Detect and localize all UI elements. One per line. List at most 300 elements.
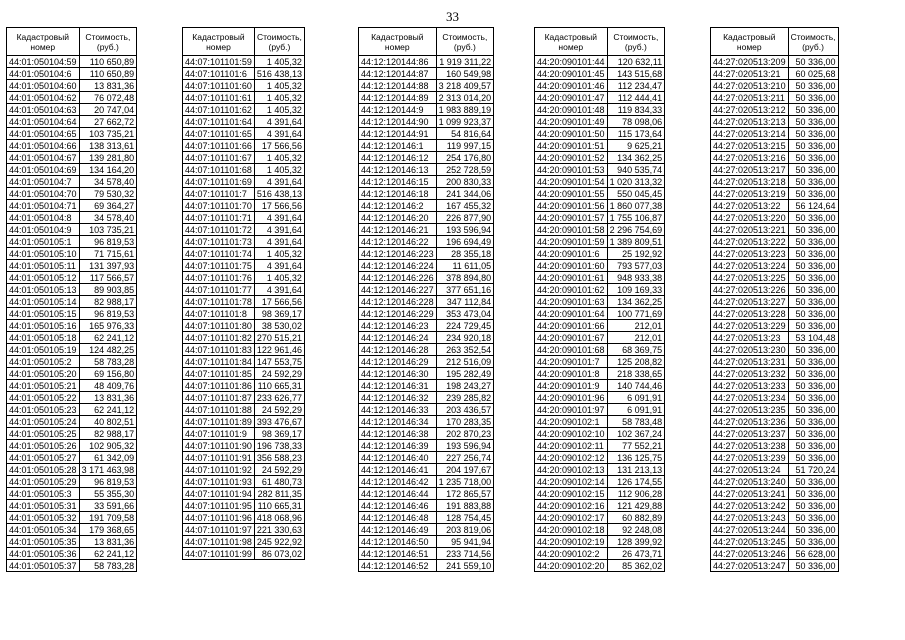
cadastral-number-cell: 44:01:050105:22 bbox=[7, 392, 80, 404]
value-cell: 62 241,12 bbox=[79, 332, 137, 344]
table-row bbox=[7, 188, 137, 200]
cadastral-number-cell: 44:07:101101:90 bbox=[183, 440, 255, 452]
cadastral-number-cell: 44:07:101101:64 bbox=[183, 116, 255, 128]
table-row bbox=[359, 428, 494, 440]
cadastral-number-cell: 44:12:120146:1 bbox=[359, 140, 437, 152]
cadastral-number-cell: 44:20:090101:48 bbox=[535, 104, 608, 116]
cadastral-number-cell: 44:20:090101:47 bbox=[535, 92, 608, 104]
cadastral-number-cell: 44:27:020513:239 bbox=[711, 452, 789, 464]
cadastral-number-cell: 44:12:120146:23 bbox=[359, 320, 437, 332]
cadastral-number-cell: 44:20:090101:55 bbox=[535, 188, 608, 200]
value-cell: 58 783,48 bbox=[607, 416, 665, 428]
value-cell: 50 336,00 bbox=[788, 272, 838, 284]
cadastral-value-table bbox=[710, 27, 839, 572]
table-row bbox=[7, 284, 137, 296]
value-cell: 1 755 106,87 bbox=[607, 212, 665, 224]
cadastral-number-cell: 44:27:020513:230 bbox=[711, 344, 789, 356]
value-cell: 34 578,40 bbox=[79, 212, 137, 224]
table-row bbox=[183, 476, 305, 488]
table-row bbox=[183, 56, 305, 68]
table-row bbox=[183, 164, 305, 176]
table-row bbox=[359, 140, 494, 152]
cadastral-number-cell: 44:12:120146:41 bbox=[359, 464, 437, 476]
table-row bbox=[711, 416, 839, 428]
value-cell: 58 783,28 bbox=[79, 356, 137, 368]
value-cell: 62 241,12 bbox=[79, 404, 137, 416]
cadastral-number-cell: 44:20:090101:9 bbox=[535, 380, 608, 392]
cadastral-number-cell: 44:07:101101:85 bbox=[183, 368, 255, 380]
cadastral-number-cell: 44:07:101101:65 bbox=[183, 128, 255, 140]
table-row bbox=[535, 320, 665, 332]
value-cell: 50 336,00 bbox=[788, 56, 838, 68]
cadastral-number-cell: 44:01:050104:69 bbox=[7, 164, 80, 176]
cadastral-number-cell: 44:27:020513:234 bbox=[711, 392, 789, 404]
table-row bbox=[183, 128, 305, 140]
cadastral-number-cell: 44:01:050105:15 bbox=[7, 308, 80, 320]
cadastral-number-cell: 44:20:090101:97 bbox=[535, 404, 608, 416]
value-cell: 96 819,53 bbox=[79, 308, 137, 320]
value-cell: 282 811,35 bbox=[254, 488, 304, 500]
cadastral-number-cell: 44:20:090101:96 bbox=[535, 392, 608, 404]
table-row bbox=[711, 524, 839, 536]
value-cell: 125 208,82 bbox=[607, 356, 665, 368]
table-header-row bbox=[7, 28, 137, 56]
cadastral-number-cell: 44:01:050105:12 bbox=[7, 272, 80, 284]
table-row bbox=[359, 560, 494, 572]
cadastral-number-cell: 44:07:101101:67 bbox=[183, 152, 255, 164]
cadastral-number-cell: 44:12:120146:18 bbox=[359, 188, 437, 200]
value-cell: 1 919 311,22 bbox=[436, 56, 494, 68]
table-row bbox=[7, 164, 137, 176]
cadastral-number-cell: 44:01:050105:28 bbox=[7, 464, 80, 476]
value-cell: 134 362,25 bbox=[607, 296, 665, 308]
table-row bbox=[535, 380, 665, 392]
table-row bbox=[7, 512, 137, 524]
cadastral-number-cell: 44:12:120146:33 bbox=[359, 404, 437, 416]
table-row bbox=[183, 116, 305, 128]
value-cell: 13 831,36 bbox=[79, 536, 137, 548]
table-row bbox=[7, 104, 137, 116]
value-cell: 227 256,74 bbox=[436, 452, 494, 464]
value-cell: 50 336,00 bbox=[788, 236, 838, 248]
cadastral-number-cell: 44:27:020513:223 bbox=[711, 248, 789, 260]
value-cell: 3 171 463,98 bbox=[79, 464, 137, 476]
value-cell: 50 336,00 bbox=[788, 428, 838, 440]
cadastral-number-cell: 44:01:050105:2 bbox=[7, 356, 80, 368]
cadastral-number-cell: 44:07:101101:66 bbox=[183, 140, 255, 152]
value-cell: 241 559,10 bbox=[436, 560, 494, 572]
value-cell: 252 728,59 bbox=[436, 164, 494, 176]
cadastral-number-cell: 44:20:090101:57 bbox=[535, 212, 608, 224]
table-row bbox=[359, 536, 494, 548]
table-row bbox=[711, 68, 839, 80]
cadastral-number-cell: 44:20:090101:49 bbox=[535, 116, 608, 128]
cadastral-number-cell: 44:12:120144:91 bbox=[359, 128, 437, 140]
value-cell: 1 405,32 bbox=[254, 104, 304, 116]
cadastral-number-cell: 44:07:101101:92 bbox=[183, 464, 255, 476]
table-row bbox=[359, 284, 494, 296]
table-row bbox=[359, 416, 494, 428]
value-cell: 24 592,29 bbox=[254, 404, 304, 416]
cadastral-number-cell: 44:07:101101:84 bbox=[183, 356, 255, 368]
value-cell: 50 336,00 bbox=[788, 488, 838, 500]
table-row bbox=[183, 272, 305, 284]
column-header-value: Стоимость, (руб.) bbox=[79, 28, 137, 56]
value-cell: 6 091,91 bbox=[607, 404, 665, 416]
cadastral-number-cell: 44:27:020513:211 bbox=[711, 92, 789, 104]
table-header-row bbox=[711, 28, 839, 56]
table-row bbox=[711, 164, 839, 176]
column-header-value: Стоимость, (руб.) bbox=[436, 28, 494, 56]
value-cell: 50 336,00 bbox=[788, 104, 838, 116]
table-row bbox=[183, 236, 305, 248]
value-cell: 9 625,21 bbox=[607, 140, 665, 152]
cadastral-number-cell: 44:20:090102:17 bbox=[535, 512, 608, 524]
cadastral-number-cell: 44:07:101101:62 bbox=[183, 104, 255, 116]
value-cell: 948 933,38 bbox=[607, 272, 665, 284]
table-row bbox=[7, 560, 137, 572]
cadastral-number-cell: 44:12:120146:30 bbox=[359, 368, 437, 380]
value-cell: 79 530,32 bbox=[79, 188, 137, 200]
cadastral-number-cell: 44:27:020513:217 bbox=[711, 164, 789, 176]
value-cell: 117 566,57 bbox=[79, 272, 137, 284]
value-cell: 50 336,00 bbox=[788, 140, 838, 152]
table-row bbox=[7, 416, 137, 428]
value-cell: 13 831,36 bbox=[79, 392, 137, 404]
value-cell: 4 391,64 bbox=[254, 176, 304, 188]
cadastral-number-cell: 44:01:050105:18 bbox=[7, 332, 80, 344]
cadastral-number-cell: 44:07:101101:82 bbox=[183, 332, 255, 344]
value-cell: 55 355,30 bbox=[79, 488, 137, 500]
cadastral-number-cell: 44:12:120146:38 bbox=[359, 428, 437, 440]
cadastral-number-cell: 44:12:120146:52 bbox=[359, 560, 437, 572]
table-row bbox=[535, 440, 665, 452]
value-cell: 50 336,00 bbox=[788, 80, 838, 92]
value-cell: 54 816,64 bbox=[436, 128, 494, 140]
value-cell: 212 516,09 bbox=[436, 356, 494, 368]
table-row bbox=[535, 416, 665, 428]
cadastral-number-cell: 44:20:090101:44 bbox=[535, 56, 608, 68]
value-cell: 100 771,69 bbox=[607, 308, 665, 320]
table-row bbox=[183, 392, 305, 404]
table-row bbox=[711, 452, 839, 464]
table-row bbox=[535, 212, 665, 224]
value-cell: 50 336,00 bbox=[788, 416, 838, 428]
value-cell: 233 626,77 bbox=[254, 392, 304, 404]
table-row bbox=[359, 500, 494, 512]
table-row bbox=[711, 380, 839, 392]
cadastral-number-cell: 44:07:101101:80 bbox=[183, 320, 255, 332]
table-row bbox=[7, 224, 137, 236]
table-row bbox=[711, 512, 839, 524]
value-cell: 1 983 889,19 bbox=[436, 104, 494, 116]
table-row bbox=[359, 308, 494, 320]
cadastral-number-cell: 44:12:120144:87 bbox=[359, 68, 437, 80]
table-row bbox=[359, 332, 494, 344]
value-cell: 4 391,64 bbox=[254, 224, 304, 236]
value-cell: 4 391,64 bbox=[254, 116, 304, 128]
table-row bbox=[183, 404, 305, 416]
cadastral-number-cell: 44:07:101101:73 bbox=[183, 236, 255, 248]
value-cell: 98 369,17 bbox=[254, 308, 304, 320]
table-row bbox=[711, 320, 839, 332]
cadastral-number-cell: 44:12:120146:48 bbox=[359, 512, 437, 524]
value-cell: 196 738,33 bbox=[254, 440, 304, 452]
table-row bbox=[359, 248, 494, 260]
cadastral-number-cell: 44:12:120146:24 bbox=[359, 332, 437, 344]
value-cell: 50 336,00 bbox=[788, 260, 838, 272]
value-cell: 1 860 077,38 bbox=[607, 200, 665, 212]
cadastral-number-cell: 44:01:050105:26 bbox=[7, 440, 80, 452]
cadastral-number-cell: 44:07:101101:88 bbox=[183, 404, 255, 416]
cadastral-number-cell: 44:27:020513:233 bbox=[711, 380, 789, 392]
table-row bbox=[7, 428, 137, 440]
cadastral-number-cell: 44:01:050105:29 bbox=[7, 476, 80, 488]
value-cell: 109 169,33 bbox=[607, 284, 665, 296]
cadastral-number-cell: 44:20:090101:50 bbox=[535, 128, 608, 140]
value-cell: 50 336,00 bbox=[788, 92, 838, 104]
value-cell: 58 783,28 bbox=[79, 560, 137, 572]
table-row bbox=[7, 332, 137, 344]
cadastral-number-cell: 44:12:120146:229 bbox=[359, 308, 437, 320]
value-cell: 50 336,00 bbox=[788, 344, 838, 356]
table-row bbox=[359, 200, 494, 212]
value-cell: 115 173,64 bbox=[607, 128, 665, 140]
table-row bbox=[7, 152, 137, 164]
table-row bbox=[359, 344, 494, 356]
value-cell: 1 389 809,51 bbox=[607, 236, 665, 248]
table-row bbox=[711, 80, 839, 92]
cadastral-number-cell: 44:01:050104:64 bbox=[7, 116, 80, 128]
value-cell: 56 124,64 bbox=[788, 200, 838, 212]
table-row bbox=[359, 512, 494, 524]
table-row bbox=[535, 176, 665, 188]
cadastral-number-cell: 44:01:050105:3 bbox=[7, 488, 80, 500]
value-cell: 1 020 313,32 bbox=[607, 176, 665, 188]
value-cell: 1 405,32 bbox=[254, 164, 304, 176]
value-cell: 102 905,32 bbox=[79, 440, 137, 452]
value-cell: 50 336,00 bbox=[788, 188, 838, 200]
table-row bbox=[7, 464, 137, 476]
value-cell: 34 578,40 bbox=[79, 176, 137, 188]
cadastral-number-cell: 44:01:050105:20 bbox=[7, 368, 80, 380]
cadastral-number-cell: 44:12:120146:21 bbox=[359, 224, 437, 236]
table-row bbox=[183, 500, 305, 512]
value-cell: 50 336,00 bbox=[788, 116, 838, 128]
table-row bbox=[359, 404, 494, 416]
value-cell: 140 744,46 bbox=[607, 380, 665, 392]
cadastral-number-cell: 44:20:090102:11 bbox=[535, 440, 608, 452]
cadastral-number-cell: 44:20:090102:2 bbox=[535, 548, 608, 560]
cadastral-number-cell: 44:27:020513:215 bbox=[711, 140, 789, 152]
table-row bbox=[183, 356, 305, 368]
cadastral-number-cell: 44:07:101101:59 bbox=[183, 56, 255, 68]
cadastral-number-cell: 44:27:020513:237 bbox=[711, 428, 789, 440]
cadastral-number-cell: 44:07:101101:91 bbox=[183, 452, 255, 464]
value-cell: 50 336,00 bbox=[788, 296, 838, 308]
cadastral-number-cell: 44:12:120146:40 bbox=[359, 452, 437, 464]
value-cell: 50 336,00 bbox=[788, 392, 838, 404]
cadastral-number-cell: 44:12:120146:50 bbox=[359, 536, 437, 548]
table-row bbox=[359, 272, 494, 284]
table-row bbox=[535, 68, 665, 80]
value-cell: 110 665,31 bbox=[254, 500, 304, 512]
cadastral-number-cell: 44:20:090101:46 bbox=[535, 80, 608, 92]
table-row bbox=[711, 440, 839, 452]
value-cell: 77 552,21 bbox=[607, 440, 665, 452]
cadastral-number-cell: 44:01:050105:1 bbox=[7, 236, 80, 248]
cadastral-number-cell: 44:07:101101:9 bbox=[183, 428, 255, 440]
cadastral-number-cell: 44:12:120146:22 bbox=[359, 236, 437, 248]
table-row bbox=[711, 236, 839, 248]
table-row bbox=[535, 452, 665, 464]
value-cell: 1 405,32 bbox=[254, 56, 304, 68]
value-cell: 4 391,64 bbox=[254, 128, 304, 140]
cadastral-number-cell: 44:12:120146:12 bbox=[359, 152, 437, 164]
value-cell: 24 592,29 bbox=[254, 464, 304, 476]
value-cell: 17 566,56 bbox=[254, 296, 304, 308]
cadastral-number-cell: 44:01:050104:70 bbox=[7, 188, 80, 200]
value-cell: 134 362,25 bbox=[607, 152, 665, 164]
value-cell: 50 336,00 bbox=[788, 212, 838, 224]
value-cell: 147 553,75 bbox=[254, 356, 304, 368]
cadastral-number-cell: 44:07:101101:96 bbox=[183, 512, 255, 524]
value-cell: 2 313 014,20 bbox=[436, 92, 494, 104]
value-cell: 110 665,31 bbox=[254, 380, 304, 392]
value-cell: 28 355,18 bbox=[436, 248, 494, 260]
cadastral-number-cell: 44:27:020513:23 bbox=[711, 332, 789, 344]
value-cell: 200 830,33 bbox=[436, 176, 494, 188]
cadastral-number-cell: 44:27:020513:229 bbox=[711, 320, 789, 332]
cadastral-number-cell: 44:12:120146:228 bbox=[359, 296, 437, 308]
cadastral-number-cell: 44:27:020513:224 bbox=[711, 260, 789, 272]
value-cell: 221 330,63 bbox=[254, 524, 304, 536]
cadastral-number-cell: 44:12:120146:42 bbox=[359, 476, 437, 488]
table-row bbox=[359, 356, 494, 368]
value-cell: 193 596,94 bbox=[436, 224, 494, 236]
value-cell: 1 405,32 bbox=[254, 80, 304, 92]
cadastral-number-cell: 44:07:101101:99 bbox=[183, 548, 255, 560]
cadastral-number-cell: 44:07:101101:74 bbox=[183, 248, 255, 260]
value-cell: 89 903,85 bbox=[79, 284, 137, 296]
value-cell: 50 336,00 bbox=[788, 380, 838, 392]
table-row bbox=[535, 236, 665, 248]
value-cell: 50 336,00 bbox=[788, 284, 838, 296]
value-cell: 198 243,27 bbox=[436, 380, 494, 392]
table-row bbox=[359, 260, 494, 272]
table-row bbox=[359, 80, 494, 92]
table-row bbox=[7, 200, 137, 212]
table-row bbox=[711, 56, 839, 68]
value-cell: 270 515,21 bbox=[254, 332, 304, 344]
value-cell: 131 397,93 bbox=[79, 260, 137, 272]
table-row bbox=[711, 272, 839, 284]
value-cell: 122 961,46 bbox=[254, 344, 304, 356]
value-cell: 11 611,05 bbox=[436, 260, 494, 272]
cadastral-number-cell: 44:20:090101:45 bbox=[535, 68, 608, 80]
cadastral-number-cell: 44:01:050105:24 bbox=[7, 416, 80, 428]
table-row bbox=[183, 140, 305, 152]
value-cell: 245 922,92 bbox=[254, 536, 304, 548]
cadastral-number-cell: 44:01:050104:59 bbox=[7, 56, 80, 68]
cadastral-number-cell: 44:27:020513:232 bbox=[711, 368, 789, 380]
value-cell: 204 197,67 bbox=[436, 464, 494, 476]
table-row bbox=[359, 380, 494, 392]
value-cell: 98 369,17 bbox=[254, 428, 304, 440]
value-cell: 26 473,71 bbox=[607, 548, 665, 560]
cadastral-number-cell: 44:07:101101:95 bbox=[183, 500, 255, 512]
cadastral-number-cell: 44:01:050104:6 bbox=[7, 68, 80, 80]
value-cell: 85 362,02 bbox=[607, 560, 665, 572]
value-cell: 347 112,84 bbox=[436, 296, 494, 308]
value-cell: 378 894,80 bbox=[436, 272, 494, 284]
value-cell: 25 192,92 bbox=[607, 248, 665, 260]
cadastral-value-table bbox=[358, 27, 494, 572]
value-cell: 112 444,41 bbox=[607, 92, 665, 104]
cadastral-number-cell: 44:20:090101:8 bbox=[535, 368, 608, 380]
value-cell: 143 515,68 bbox=[607, 68, 665, 80]
table-row bbox=[535, 356, 665, 368]
value-cell: 1 405,32 bbox=[254, 272, 304, 284]
cadastral-number-cell: 44:20:090102:14 bbox=[535, 476, 608, 488]
value-cell: 61 342,09 bbox=[79, 452, 137, 464]
value-cell: 1 405,32 bbox=[254, 152, 304, 164]
table-row bbox=[359, 320, 494, 332]
value-cell: 76 072,48 bbox=[79, 92, 137, 104]
column-header-number: Кадастровый номер bbox=[535, 28, 608, 56]
table-row bbox=[7, 380, 137, 392]
value-cell: 50 336,00 bbox=[788, 524, 838, 536]
cadastral-number-cell: 44:27:020513:245 bbox=[711, 536, 789, 548]
cadastral-number-cell: 44:01:050105:11 bbox=[7, 260, 80, 272]
value-cell: 56 628,00 bbox=[788, 548, 838, 560]
value-cell: 377 651,16 bbox=[436, 284, 494, 296]
table-row bbox=[183, 344, 305, 356]
table-row bbox=[359, 224, 494, 236]
table-row bbox=[183, 548, 305, 560]
value-cell: 233 714,56 bbox=[436, 548, 494, 560]
value-cell: 119 997,15 bbox=[436, 140, 494, 152]
value-cell: 112 234,47 bbox=[607, 80, 665, 92]
cadastral-number-cell: 44:01:050105:13 bbox=[7, 284, 80, 296]
cadastral-number-cell: 44:27:020513:228 bbox=[711, 308, 789, 320]
table-row bbox=[183, 104, 305, 116]
table-row bbox=[359, 116, 494, 128]
cadastral-number-cell: 44:27:020513:246 bbox=[711, 548, 789, 560]
cadastral-number-cell: 44:12:120146:39 bbox=[359, 440, 437, 452]
table-row bbox=[183, 524, 305, 536]
table-row bbox=[535, 308, 665, 320]
cadastral-number-cell: 44:20:090102:16 bbox=[535, 500, 608, 512]
table-row bbox=[7, 548, 137, 560]
cadastral-number-cell: 44:27:020513:219 bbox=[711, 188, 789, 200]
value-cell: 239 285,82 bbox=[436, 392, 494, 404]
table-row bbox=[7, 476, 137, 488]
value-cell: 2 296 754,69 bbox=[607, 224, 665, 236]
table-row bbox=[711, 128, 839, 140]
table-row bbox=[7, 536, 137, 548]
table-row bbox=[183, 200, 305, 212]
cadastral-number-cell: 44:20:090102:15 bbox=[535, 488, 608, 500]
cadastral-number-cell: 44:01:050105:19 bbox=[7, 344, 80, 356]
value-cell: 1 405,32 bbox=[254, 248, 304, 260]
table-row bbox=[7, 440, 137, 452]
table-row bbox=[359, 152, 494, 164]
value-cell: 196 694,49 bbox=[436, 236, 494, 248]
cadastral-number-cell: 44:07:101101:83 bbox=[183, 344, 255, 356]
table-row bbox=[711, 296, 839, 308]
table-row bbox=[183, 284, 305, 296]
